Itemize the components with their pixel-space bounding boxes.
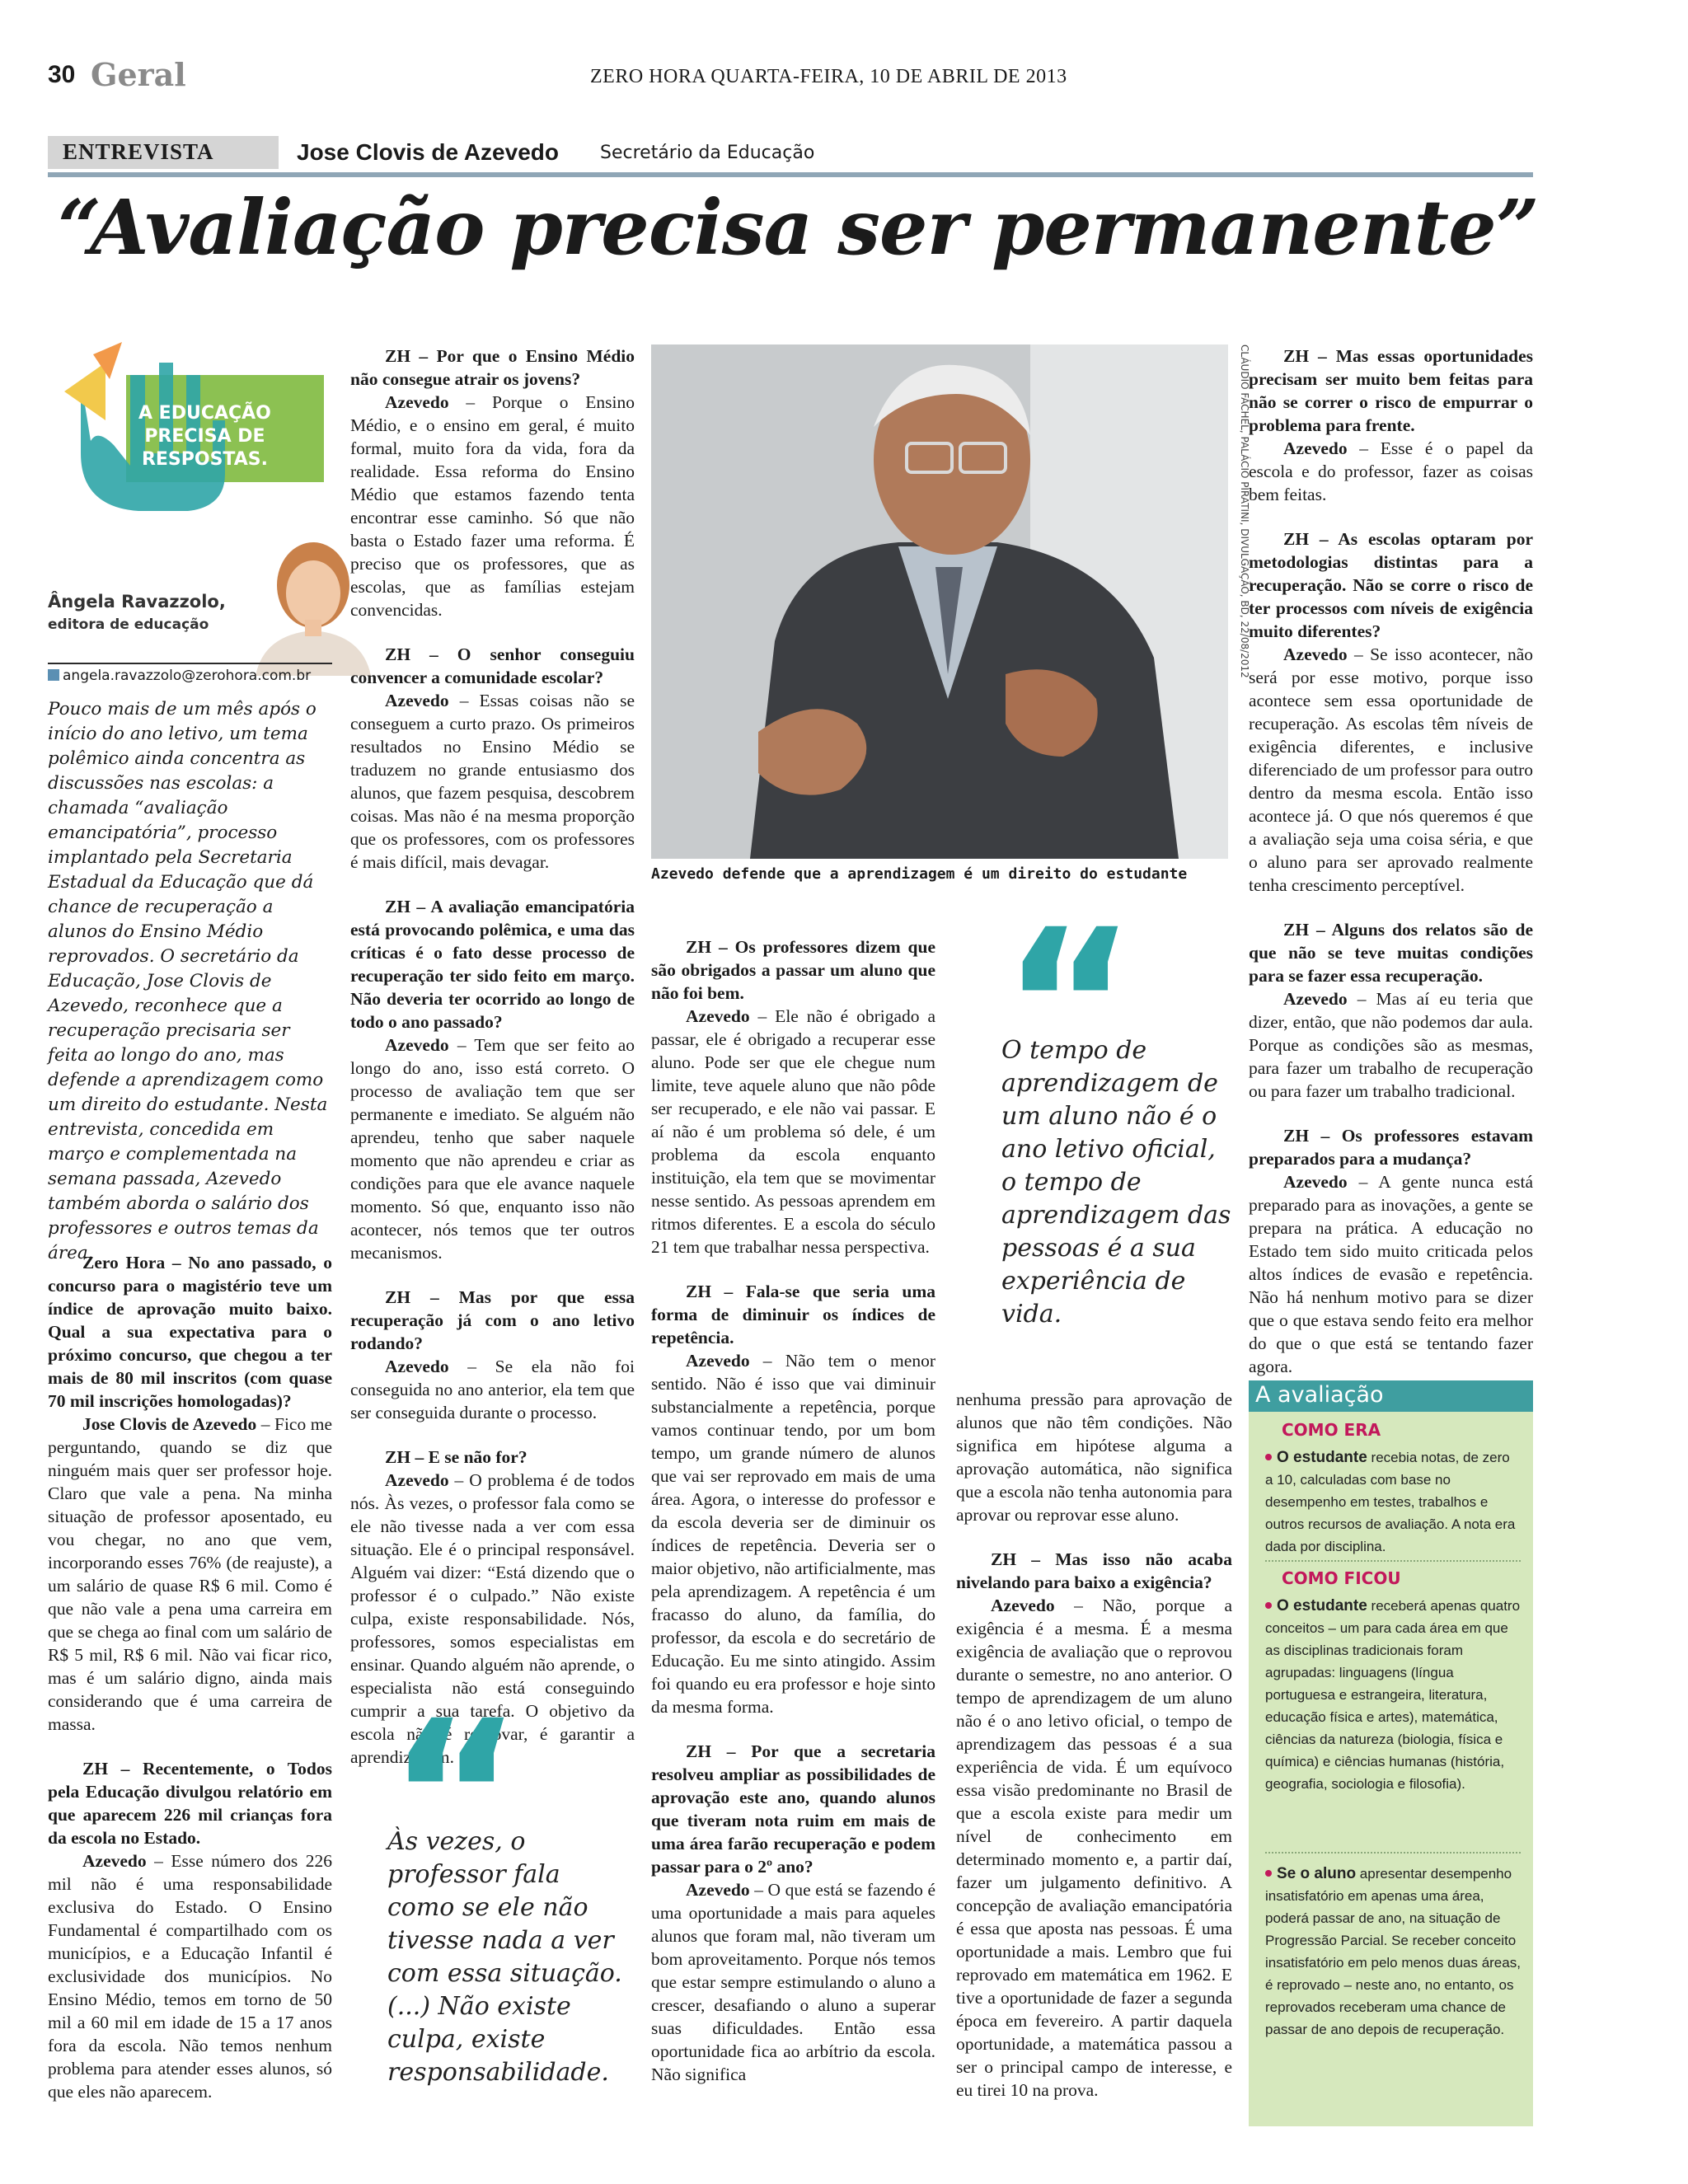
answer: Azevedo – Se isso acontecer, não será por esse motivo, porque isso acontece sem essa oportunidade de recuperação. As escolas têm níveis de exigência diferentes, e inclusive diferenciado de um professor para outro dentro da mesma escola. Então isso acontece já. O que nós queremos é que a avaliação seja uma coisa séria, e que o aluno para ser aprovado realmente tenha crescimento perceptível.	[1249, 644, 1533, 895]
sidebar-item: O estudante recebia notas, de zero a 10, calculadas com base no desempenho em testes, trabalhos e outros recursos de avaliação. A nota era dada por disciplina.	[1265, 1449, 1516, 1554]
answer-continued: nenhuma pressão para aprovação de alunos que não têm condições. Não significa em hipótese alguma a aprovação automática, não significa que a escola não tenha autonomia para aprovar ou reprovar esse aluno.	[956, 1390, 1232, 1525]
quote-mark-icon	[387, 1714, 635, 1825]
answer: Azevedo – Mas aí eu teria que dizer, então, que não podemos dar aula. Porque as condições são as mesmas, para fazer um trabalho de recuperação ou para fazer um trabalho tradicional.	[1249, 989, 1533, 1101]
question: ZH – A avaliação emancipatória está provocando polêmica, e uma das críticas é o fato desse processo de recuperação ter sido feito em março. Não deveria ter ocorrido ao longo de todo o ano passado?	[350, 897, 635, 1032]
answer: Jose Clovis de Azevedo – Fico me perguntando, quando se diz que ninguém mais quer ser professor hoje. Claro que vale a pena. Na minha situação de professor aposentado, eu vou chegar, no ano que vem, incorporando esses 76% (de reajuste), a um salário de quase R$ 6 mil. Como é que não vale a pena uma carreira em que se chega ao final com um salário de R$ 5 mil, R$ 6 mil. Não vai ficar rico, mas é um salário digno, ainda mais considerando que é uma carreira de massa.	[48, 1414, 332, 1734]
question: ZH – Recentemente, o Todos pela Educação divulgou relatório em que aparecem 226 mil crianças fora da escola no Estado.	[48, 1759, 332, 1848]
question: ZH – Os professores dizem que são obrigados a passar um aluno que não foi bem.	[651, 937, 935, 1003]
dateline: ZERO HORA QUARTA-FEIRA, 10 DE ABRIL DE 2013	[590, 66, 1067, 87]
answer: Azevedo – Se ela não foi conseguida no ano anterior, ela tem que ser conseguida durante o processo.	[350, 1357, 635, 1422]
intro-text: Pouco mais de um mês após o início do ano letivo, um tema polêmico ainda concentra as discussões nas escolas: a chamada “avaliação emancipatória”, processo implantado pela Secretaria Estadual da Educação que dá chance de recuperação a alunos do Ensino Médio reprovados. O secretário da Educação, Jose Clovis de Azevedo, reconhece que a recuperação precisaria ser feita ao longo do ano, mas defende a aprendizagem como um direito do estudante. Nesta entrevista, concedida em março e complementada na semana passada, Azevedo também aborda o salário dos professores e outros temas da área.	[48, 699, 328, 1263]
question: ZH – Os professores estavam preparados para a mudança?	[1249, 1126, 1533, 1169]
sidebar-box	[1249, 1380, 1533, 2126]
sidebar-divider	[1265, 1852, 1521, 1854]
pull-quote-1: Às vezes, o professor fala como se ele não tivesse nada a ver com essa situação. (...) Não existe culpa, existe responsabilidade.	[387, 1714, 635, 2089]
pull-quote-2: O tempo de aprendizagem de um aluno não é o ano letivo oficial, o tempo de aprendizagem das pessoas é a sua experiência de vida.	[1001, 923, 1236, 1331]
sidebar-head-como-ficou: COMO FICOU	[1282, 1568, 1401, 1588]
question: Zero Hora – No ano passado, o concurso para o magistério teve um índice de aprovação muito baixo. Qual a sua expectativa para o próximo concurso, que chegou a ter mais de 80 mil inscritos (com quase 70 mil inscrições homologadas)?	[48, 1253, 332, 1411]
bullet-icon	[1265, 1870, 1272, 1877]
answer: Azevedo – Não, porque a exigência é a mesma. É a mesma exigência de avaliação que o reprovou durante o semestre, no ano anterior. O tempo de aprendizagem de um aluno não é o ano letivo oficial, o tempo de aprendizagem das pessoas é a sua experiência de vida. É um equívoco essa visão predominante no Brasil de que a escola existe para medir um nível de conhecimento em determinado momento e, a partir daí, fazer um julgamento definitivo. A concepção de avaliação emancipatória é essa que aposta nas pessoas. É uma oportunidade a mais. Lembro que fui reprovado em matemática em 1962. E tive a oportunidade de fazer a segunda época em fevereiro. A partir daquela oportunidade, a matemática passou a ser o principal campo de interesse, e eu tirei 10 na prova.	[956, 1596, 1232, 2100]
sidebar-head-como-era: COMO ERA	[1282, 1420, 1381, 1440]
promo-badge	[48, 330, 328, 523]
column-4	[956, 1388, 1232, 2123]
photo-credit: CLÁUDIO FACHEL, PALÁCIO PIRATINI, DIVULGAÇÃO, BD, 22/08/2012	[1239, 344, 1250, 678]
question: ZH – Mas por que essa recuperação já com o ano letivo rodando?	[350, 1287, 635, 1353]
column-3	[651, 935, 935, 2107]
column-2	[350, 344, 635, 1790]
question: ZH – As escolas optaram por metodologias distintas para a recuperação. Não se corre o risco de ter processos com níveis de exigência muito diferentes?	[1249, 529, 1533, 641]
author-name: Ângela Ravazzolo,	[48, 592, 226, 612]
email-icon	[48, 669, 59, 681]
question: ZH – Fala-se que seria uma forma de diminuir os índices de repetência.	[651, 1282, 935, 1347]
author-email[interactable]: angela.ravazzolo@zerohora.com.br	[48, 663, 332, 687]
answer: Azevedo – Porque o Ensino Médio, e o ensino em geral, é muito formal, muito fora da vida, fora da realidade. Essa reforma do Ensino Médio que estamos fazendo tenta encontrar esse caminho. Só que não basta o Estado fazer uma reforma. É preciso que os professores, que as escolas, que as famílias estejam convencidas.	[350, 392, 635, 620]
promo-text: A EDUCAÇÃO PRECISA DE RESPOSTAS.	[138, 403, 271, 470]
question: ZH – Mas essas oportunidades precisam ser muito bem feitas para não se correr o risco de empurrar o problema para frente.	[1249, 346, 1533, 435]
column-1	[48, 1251, 332, 2125]
answer: Azevedo – Tem que ser feito ao longo do ano, isso está correto. O processo de avaliação tem que ser permanente e imediato. Se alguém não aprendeu, tenho que saber naquele momento que não aprendeu e criar as condições para que ele avance naquele momento. Só que, enquanto isso não acontecer, nós temos que ter outros mecanismos.	[350, 1035, 635, 1263]
question: ZH – Alguns dos relatos são de que não se teve muitas condições para se fazer essa recuperação.	[1249, 920, 1533, 986]
answer: Azevedo – O problema é de todos nós. Às vezes, o professor fala como se ele não tivesse nada a ver com essa situação. Ele é o principal responsável. Alguém vai dizer: “Está dizendo que o professor é o culpado.” Não existe culpa, existe responsabilidade. Nós, professores, somos especialistas em ensinar. Quando alguém não aprende, o especialista não está conseguindo cumprir a sua tarefa. O objetivo da escola não é reprovar, é garantir a aprendizagem.	[350, 1470, 635, 1767]
quote-mark-icon	[1001, 923, 1236, 1034]
sidebar-item: O estudante receberá apenas quatro conceitos – um para cada área em que as disciplinas tradicionais foram agrupadas: linguagens (língua portuguesa e estrangeira, literatura, educação física e artes), matemática, ciências da natureza (biologia, física e química) e ciências humanas (história, geografia, sociologia e filosofia).	[1265, 1597, 1521, 1792]
page-number: 30	[48, 61, 76, 88]
section-name: Geral	[91, 56, 186, 93]
sidebar-item: Se o aluno apresentar desempenho insatisfatório em apenas uma área, poderá passar de ano, na situação de Progressão Parcial. Se receber conceito insatisfatório em pelo menos duas áreas, é reprovado – neste ano, no entanto, os reprovados receberam uma chance de passar de ano depois de recuperação.	[1265, 1865, 1521, 2037]
topic-bar	[48, 136, 1533, 177]
interviewee-name: Jose Clovis de Azevedo	[297, 139, 559, 165]
interviewee-role: Secretário da Educação	[600, 143, 815, 163]
question: ZH – O senhor conseguiu convencer a comunidade escolar?	[350, 644, 635, 687]
answer: Azevedo – Ele não é obrigado a passar, ele é obrigado a recuperar esse aluno. Pode ser que ele chegue num limite, teve aquele aluno que não pôde ser recuperado, e ele não vai passar. E aí não é um problema só dele, é um problema da escola enquanto instituição, ela tem que se movimentar nesse sentido. As pessoas aprendem em ritmos diferentes. E a escola do século 21 tem que trabalhar nessa perspectiva.	[651, 1006, 935, 1257]
page-header	[48, 56, 1531, 97]
headline: “Avaliação precisa ser permanente”	[58, 183, 1539, 272]
author-role: editora de educação	[48, 616, 209, 633]
bullet-icon	[1265, 1602, 1272, 1609]
answer: Azevedo – Esse número dos 226 mil não é uma responsabilidade exclusiva do Estado. O Ensino Fundamental é compartilhado com os municípios, e a Educação Infantil é exclusividade dos municípios. No Ensino Médio, temos em torno de 50 mil a 60 mil em idade de 15 a 17 anos fora da escola. Não temos nenhum problema para atender esses alunos, só que eles não aparecem.	[48, 1851, 332, 2102]
answer: Azevedo – Não tem o menor sentido. Não é isso que vai diminuir substancialmente a repetência, porque vamos continuar tendo, por um bom tempo, um grande número de alunos que vai ser reprovado em mais de uma área. Agora, o interesse do professor e da escola deveria ser de diminuir os índices de repetência. Deveria ser o maior objetivo, não artificialmente, mas pela aprendizagem. A repetência é um fracasso do aluno, da família, do professor, da escola e do secretário de Educação. Eu me sinto atingido. Assim foi quando eu era professor e hoje sinto da mesma forma.	[651, 1351, 935, 1717]
question: ZH – Por que o Ensino Médio não consegue atrair os jovens?	[350, 346, 635, 389]
topic-rule	[48, 172, 1533, 177]
answer: Azevedo – Esse é o papel da escola e do professor, fazer as coisas bem feitas.	[1249, 438, 1533, 504]
column-5	[1249, 344, 1533, 1399]
question: ZH – E se não for?	[385, 1447, 528, 1467]
sidebar-divider	[1265, 1560, 1521, 1562]
photo-caption: Azevedo defende que a aprendizagem é um direito do estudante	[651, 865, 1188, 883]
question: ZH – Mas isso não acaba nivelando para baixo a exigência?	[956, 1549, 1232, 1592]
interview-photo	[651, 344, 1228, 859]
sidebar-title: A avaliação	[1249, 1380, 1533, 1412]
author-box	[48, 527, 328, 676]
topic-label: ENTREVISTA	[48, 136, 279, 169]
answer: Azevedo – A gente nunca está preparado para as inovações, a gente se prepara na prática. A educação no Estado tem sido muito criticada pelos altos índices de evasão e repetência. Não há nenhum motivo para se dizer que o que estava sendo feito era melhor do que o que está se tentando fazer agora.	[1249, 1172, 1533, 1376]
answer: Azevedo – O que está se fazendo é uma oportunidade a mais para aqueles alunos que foram mal, não tiveram um bom aproveitamento. Porque nós temos que estar sempre estimulando o aluno a crescer, desafiando o aluno a superar suas dificuldades. Então essa oportunidade fica ao arbítrio da escola. Não significa	[651, 1880, 935, 2084]
bullet-icon	[1265, 1454, 1272, 1460]
question: ZH – Por que a secretaria resolveu ampliar as possibilidades de aprovação este ano, quando alunos que tiveram nota ruim em mais de uma área farão recuperação e podem passar para o 2º ano?	[651, 1741, 935, 1877]
answer: Azevedo – Essas coisas não se conseguem a curto prazo. Os primeiros resultados no Ensino Médio se traduzem no grande entusiasmo dos alunos, que fazem pesquisa, descobrem coisas. Mas não é na mesma proporção que os professores, com os professores é mais difícil, mais devagar.	[350, 691, 635, 872]
